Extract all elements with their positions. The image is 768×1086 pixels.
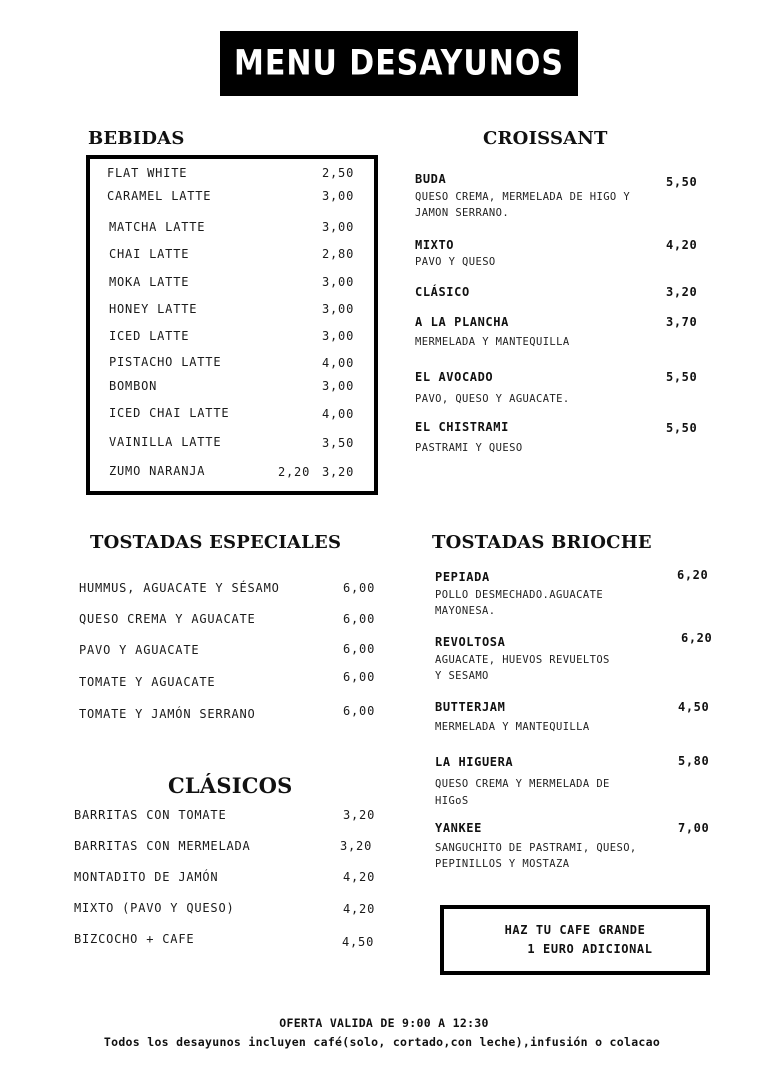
brioche-desc: POLLO DESMECHADO.AGUACATE	[435, 589, 604, 601]
tostada-especial-price: 6,00	[343, 704, 376, 718]
clasico-price: 4,20	[343, 902, 376, 916]
bebida-price: 3,00	[322, 220, 355, 234]
bebida-name: FLAT WHITE	[107, 166, 188, 180]
tostada-especial-name: HUMMUS, AGUACATE Y SÉSAMO	[79, 581, 280, 595]
croissant-price: 3,20	[666, 285, 698, 299]
tostada-especial-name: PAVO Y AGUACATE	[79, 643, 200, 657]
croissant-name: MIXTO	[415, 238, 455, 252]
clasico-price: 4,20	[343, 870, 376, 884]
croissant-desc: JAMON SERRANO.	[415, 207, 510, 219]
clasico-name: BIZCOCHO + CAFE	[74, 932, 195, 946]
bebida-price-small: 2,20	[278, 465, 311, 479]
bebida-price: 4,00	[322, 407, 355, 421]
promo-line-1: HAZ TU CAFE GRANDE	[504, 923, 646, 937]
bebida-price: 3,20	[322, 465, 355, 479]
clasicos-heading: CLÁSICOS	[168, 773, 293, 798]
croissant-name: CLÁSICO	[415, 285, 470, 299]
bebida-name: PISTACHO LATTE	[109, 355, 222, 369]
bebida-price: 3,00	[322, 189, 355, 203]
brioche-price: 7,00	[678, 821, 710, 835]
clasico-price: 4,50	[342, 935, 375, 949]
brioche-price: 4,50	[678, 700, 710, 714]
bebida-price: 2,80	[322, 247, 355, 261]
bebida-name: HONEY LATTE	[109, 302, 198, 316]
brioche-price: 5,80	[678, 754, 710, 768]
croissant-price: 3,70	[666, 315, 698, 329]
clasico-name: MIXTO (PAVO Y QUESO)	[74, 901, 235, 915]
brioche-desc: AGUACATE, HUEVOS REVUELTOS	[435, 654, 610, 666]
croissant-desc: PAVO Y QUESO	[415, 256, 496, 268]
tostadas-especiales-heading: TOSTADAS ESPECIALES	[90, 532, 342, 553]
bebida-price: 3,00	[322, 379, 355, 393]
tostada-especial-name: QUESO CREMA Y AGUACATE	[79, 612, 256, 626]
bebida-name: CHAI LATTE	[109, 247, 190, 261]
croissant-name: EL AVOCADO	[415, 370, 494, 384]
brioche-name: LA HIGUERA	[435, 755, 514, 769]
croissant-name: BUDA	[415, 172, 447, 186]
croissant-desc: MERMELADA Y MANTEQUILLA	[415, 336, 570, 348]
croissant-price: 4,20	[666, 238, 698, 252]
brioche-desc: QUESO CREMA Y MERMELADA DE	[435, 778, 610, 790]
promo-line-2: 1 EURO ADICIONAL	[527, 942, 653, 956]
bebida-price: 4,00	[322, 356, 355, 370]
clasico-name: MONTADITO DE JAMÓN	[74, 870, 219, 884]
brioche-price: 6,20	[677, 568, 709, 582]
clasico-name: BARRITAS CON TOMATE	[74, 808, 227, 822]
bebida-name: BOMBON	[109, 379, 158, 393]
brioche-desc: PEPINILLOS Y MOSTAZA	[435, 858, 570, 870]
croissant-desc: QUESO CREMA, MERMELADA DE HIGO Y	[415, 191, 631, 203]
menu-title-banner	[220, 31, 578, 96]
croissant-desc: PASTRAMI Y QUESO	[415, 442, 523, 454]
tostada-especial-price: 6,00	[343, 642, 376, 656]
brioche-name: REVOLTOSA	[435, 635, 506, 649]
bebida-name: MOKA LATTE	[109, 275, 190, 289]
bebida-name: VAINILLA LATTE	[109, 435, 222, 449]
tostada-especial-price: 6,00	[343, 670, 376, 684]
bebida-name: ZUMO NARANJA	[109, 464, 206, 478]
tostada-especial-price: 6,00	[343, 612, 376, 626]
bebida-name: MATCHA LATTE	[109, 220, 206, 234]
bebidas-heading: BEBIDAS	[88, 128, 185, 149]
bebida-price: 2,50	[322, 166, 355, 180]
clasico-name: BARRITAS CON MERMELADA	[74, 839, 251, 853]
croissant-price: 5,50	[666, 175, 698, 189]
bebida-price: 3,00	[322, 302, 355, 316]
brioche-desc: MAYONESA.	[435, 605, 496, 617]
bebida-price: 3,00	[322, 275, 355, 289]
brioche-name: BUTTERJAM	[435, 700, 506, 714]
tostada-especial-name: TOMATE Y AGUACATE	[79, 675, 216, 689]
brioche-desc: SANGUCHITO DE PASTRAMI, QUESO,	[435, 842, 637, 854]
brioche-desc: MERMELADA Y MANTEQUILLA	[435, 721, 590, 733]
footer-note: Todos los desayunos incluyen café(solo, cortado,con leche),infusión o colacao	[103, 1035, 661, 1049]
clasico-price: 3,20	[343, 808, 376, 822]
croissant-desc: PAVO, QUESO Y AGUACATE.	[415, 393, 570, 405]
tostada-especial-name: TOMATE Y JAMÓN SERRANO	[79, 707, 256, 721]
bebida-price: 3,00	[322, 329, 355, 343]
bebida-name: CARAMEL LATTE	[107, 189, 212, 203]
brioche-desc: Y SESAMO	[435, 670, 489, 682]
clasico-price: 3,20	[340, 839, 373, 853]
bebida-price: 3,50	[322, 436, 355, 450]
menu-title: MENU DESAYUNOS	[234, 43, 564, 84]
brioche-price: 6,20	[681, 631, 713, 645]
brioche-name: YANKEE	[435, 821, 482, 835]
promo-box	[440, 905, 710, 975]
bebida-name: ICED CHAI LATTE	[109, 406, 230, 420]
tostadas-brioche-heading: TOSTADAS BRIOCHE	[432, 532, 652, 553]
bebida-name: ICED LATTE	[109, 329, 190, 343]
croissant-heading: CROISSANT	[483, 128, 608, 149]
croissant-price: 5,50	[666, 370, 698, 384]
tostada-especial-price: 6,00	[343, 581, 376, 595]
croissant-name: A LA PLANCHA	[415, 315, 509, 329]
croissant-name: EL CHISTRAMI	[415, 420, 509, 434]
brioche-desc: HIGoS	[435, 795, 469, 807]
footer-offer: OFERTA VALIDA DE 9:00 A 12:30	[279, 1016, 489, 1030]
croissant-price: 5,50	[666, 421, 698, 435]
brioche-name: PEPIADA	[435, 570, 490, 584]
